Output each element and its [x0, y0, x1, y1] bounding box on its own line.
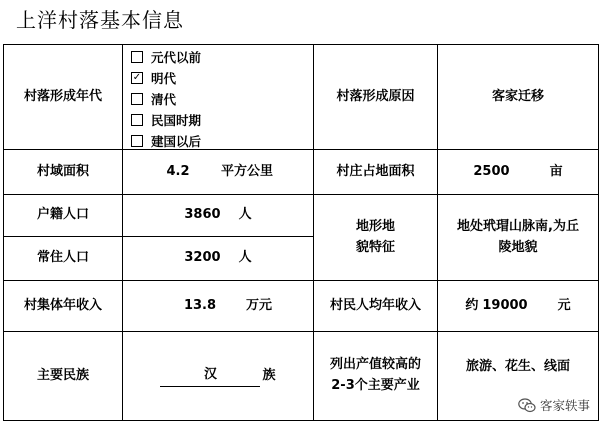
per-capita-unit: 元	[557, 297, 571, 313]
per-capita-income-label: 村民人均年收入	[329, 297, 421, 313]
registered-pop-unit: 人	[238, 207, 252, 223]
per-capita-income-cell	[438, 281, 598, 331]
terrain-label-line: 貌特征	[355, 239, 395, 255]
page-title: 上洋村落基本信息	[16, 8, 184, 32]
registered-pop-value: 3860	[184, 207, 221, 223]
option-item[interactable]	[131, 109, 201, 130]
registered-pop-label: 户籍人口	[36, 207, 89, 223]
terrain-value-line: 地处玳瑁山脉南,为丘	[457, 218, 579, 234]
terrain-label	[314, 195, 437, 280]
ethnic-label: 主要民族	[36, 367, 89, 383]
collective-income-unit: 万元	[246, 297, 273, 313]
industry-label-line: 列出产值较高的	[329, 357, 421, 373]
checkbox-unchecked-icon[interactable]	[131, 135, 143, 147]
resident-pop-value: 3200	[184, 250, 221, 266]
area-label: 村域面积	[36, 163, 89, 179]
industry-label-line: 2-3个主要产业	[331, 378, 420, 393]
occupied-area-label: 村庄占地面积	[336, 163, 415, 179]
checkbox-checked-icon[interactable]: ✓	[132, 71, 142, 83]
watermark	[515, 395, 593, 415]
option-item[interactable]	[131, 67, 201, 88]
watermark-text: 客家轶事	[539, 398, 590, 413]
checkbox-unchecked-icon[interactable]	[131, 93, 143, 105]
collective-income-label: 村集体年收入	[23, 297, 102, 313]
registered-pop-cell	[123, 195, 313, 236]
collective-income-value: 13.8	[183, 297, 217, 313]
occupied-area-cell	[438, 150, 598, 194]
option-label: 元代以前	[151, 49, 202, 65]
occupied-area-unit: 亩	[549, 163, 563, 179]
area-unit: 平方公里	[220, 163, 273, 179]
formation-reason-value: 客家迁移	[491, 88, 544, 104]
option-label: 清代	[151, 91, 177, 107]
area-cell	[123, 150, 313, 194]
per-capita-value: 19000	[482, 297, 528, 313]
option-label: 民国时期	[151, 112, 202, 128]
occupied-area-value: 2500	[473, 163, 510, 179]
option-item[interactable]	[131, 46, 201, 67]
industry-label	[314, 332, 437, 420]
ethnic-value: 汉	[160, 365, 260, 387]
checkbox-unchecked-icon[interactable]	[131, 51, 143, 63]
formation-era-label: 村落形成年代	[23, 88, 102, 104]
collective-income-cell	[123, 281, 313, 331]
resident-pop-unit: 人	[238, 250, 252, 266]
option-item[interactable]	[131, 88, 201, 109]
terrain-value-line: 陵地貌	[498, 239, 538, 255]
option-item[interactable]	[131, 130, 201, 151]
resident-pop-label: 常住人口	[36, 250, 89, 266]
formation-reason-label: 村落形成原因	[336, 88, 415, 104]
per-capita-prefix: 约	[465, 297, 479, 313]
terrain-value	[438, 195, 598, 280]
ethnic-cell	[123, 332, 313, 420]
terrain-label-line: 地形地	[355, 218, 395, 234]
area-value: 4.2	[166, 163, 190, 179]
resident-pop-cell	[123, 237, 313, 280]
industry-value: 旅游、花生、线面	[465, 358, 570, 374]
option-label: 建国以后	[151, 133, 202, 149]
wechat-icon	[518, 398, 536, 413]
ethnic-unit: 族	[262, 367, 276, 383]
formation-era-options	[131, 46, 201, 151]
checkbox-unchecked-icon[interactable]	[131, 114, 143, 126]
option-label: 明代	[151, 70, 177, 86]
